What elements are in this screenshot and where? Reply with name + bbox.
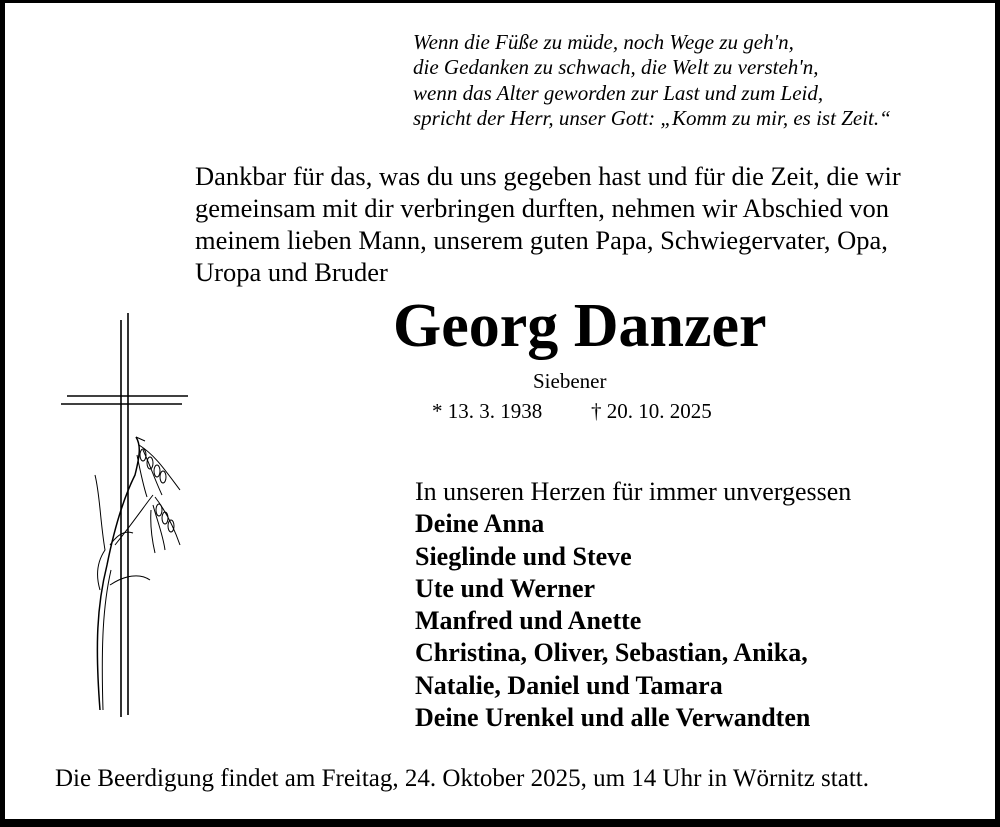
deceased-name: Georg Danzer [393, 292, 767, 360]
mourner-line: Deine Urenkel und alle Verwandten [415, 703, 811, 733]
cross-with-wheat-icon [55, 305, 195, 725]
intro-line: gemeinsam mit dir verbringen durften, nehmen wir Abschied von [195, 193, 889, 223]
intro-line: meinem lieben Mann, unserem guten Papa, Schwiegervater, Opa, [195, 225, 888, 255]
deceased-place: Siebener [533, 369, 607, 393]
mourner-line: Natalie, Daniel und Tamara [415, 670, 723, 700]
intro-text [195, 160, 901, 288]
poem-line: wenn das Alter geworden zur Last und zum Leid, [413, 80, 824, 105]
birth-date: * 13. 3. 1938 [432, 399, 543, 423]
poem-line: Wenn die Füße zu müde, noch Wege zu geh'n, [413, 30, 794, 54]
intro-line: Uropa und Bruder [195, 257, 388, 287]
poem-line: spricht der Herr, unser Gott: „Komm zu mir, es ist Zeit.“ [413, 105, 891, 130]
mourner-line: Deine Anna [415, 509, 545, 539]
funeral-notice: Die Beerdigung findet am Freitag, 24. Oktober 2025, um 14 Uhr in Wörnitz statt. [55, 765, 869, 792]
mourner-line: Christina, Oliver, Sebastian, Anika, [415, 638, 808, 668]
poem [413, 30, 891, 131]
intro-line: Dankbar für das, was du uns gegeben hast und für die Zeit, die wir [195, 161, 901, 191]
mourner-line: Ute und Werner [415, 573, 596, 603]
mourner-line: Manfred und Anette [415, 606, 642, 636]
mourners [415, 476, 851, 734]
poem-line: die Gedanken zu schwach, die Welt zu versteh'n, [413, 55, 819, 80]
mourners-heading: In unseren Herzen für immer unvergessen [415, 477, 852, 506]
death-date: † 20. 10. 2025 [591, 399, 712, 423]
mourner-line: Sieglinde und Steve [415, 541, 632, 571]
